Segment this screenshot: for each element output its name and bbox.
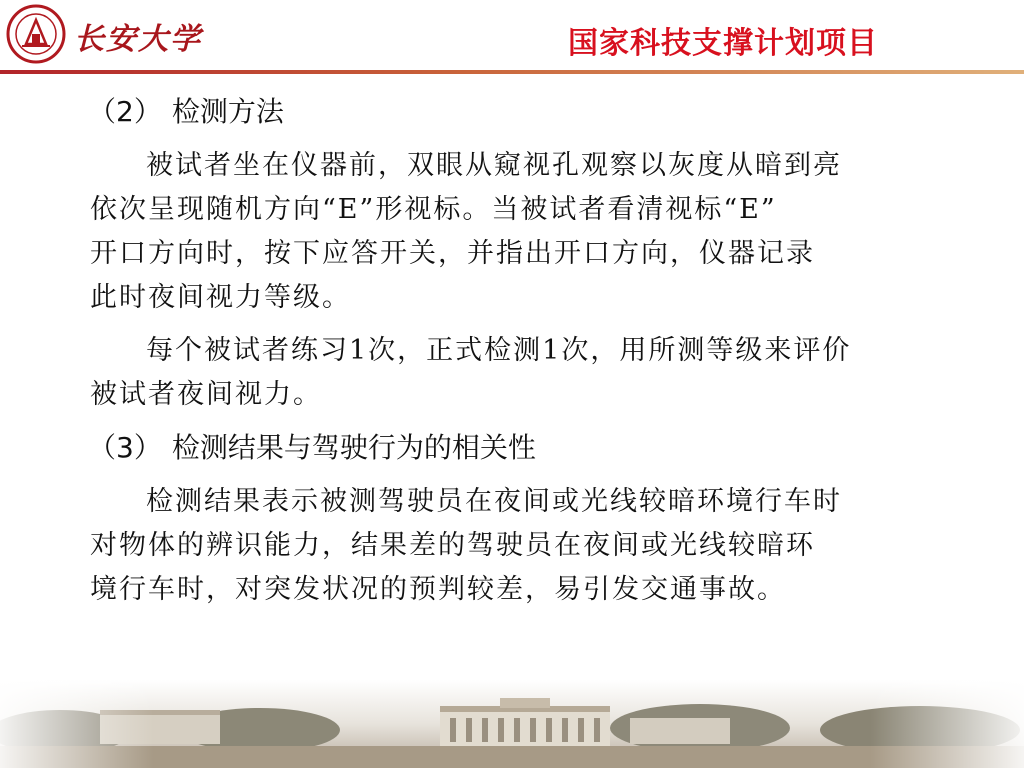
slide-body	[90, 90, 960, 621]
section-title: 检测结果与驾驶行为的相关性	[171, 431, 536, 464]
paragraph-line: 依次呈现随机方向“E”形视标。当被试者看清视标“E”	[90, 194, 777, 225]
paragraph-line: 检测结果表示被测驾驶员在夜间或光线较暗环境行车时	[146, 486, 842, 517]
university-name: 长安大学	[74, 22, 202, 57]
paragraph	[90, 480, 960, 612]
paragraph-line: 境行车时，对突发状况的预判较差，易引发交通事故。	[90, 574, 786, 605]
section-title: 检测方法	[171, 95, 284, 128]
paragraph-line: 每个被试者练习1次，正式检测1次，用所测等级来评价	[146, 335, 852, 366]
section-heading-2	[90, 90, 960, 134]
paragraph-line: 被试者坐在仪器前，双眼从窥视孔观察以灰度从暗到亮	[146, 150, 842, 181]
paragraph-line: 被试者夜间视力。	[90, 379, 322, 410]
paragraph-line: 开口方向时，按下应答开关，并指出开口方向，仪器记录	[90, 238, 815, 269]
slide-header	[0, 0, 1024, 74]
paragraph-line: 对物体的辨识能力，结果差的驾驶员在夜间或光线较暗环	[90, 530, 815, 561]
campus-building-photo	[0, 680, 1024, 768]
section-heading-3	[90, 426, 960, 470]
header-divider	[0, 70, 1024, 74]
section-number: （3）	[88, 431, 162, 464]
project-title: 国家科技支撑计划项目	[568, 26, 878, 61]
university-seal-icon	[6, 4, 66, 64]
paragraph	[90, 329, 960, 417]
paragraph-line: 此时夜间视力等级。	[90, 282, 351, 313]
section-number: （2）	[88, 95, 162, 128]
paragraph	[90, 144, 960, 320]
